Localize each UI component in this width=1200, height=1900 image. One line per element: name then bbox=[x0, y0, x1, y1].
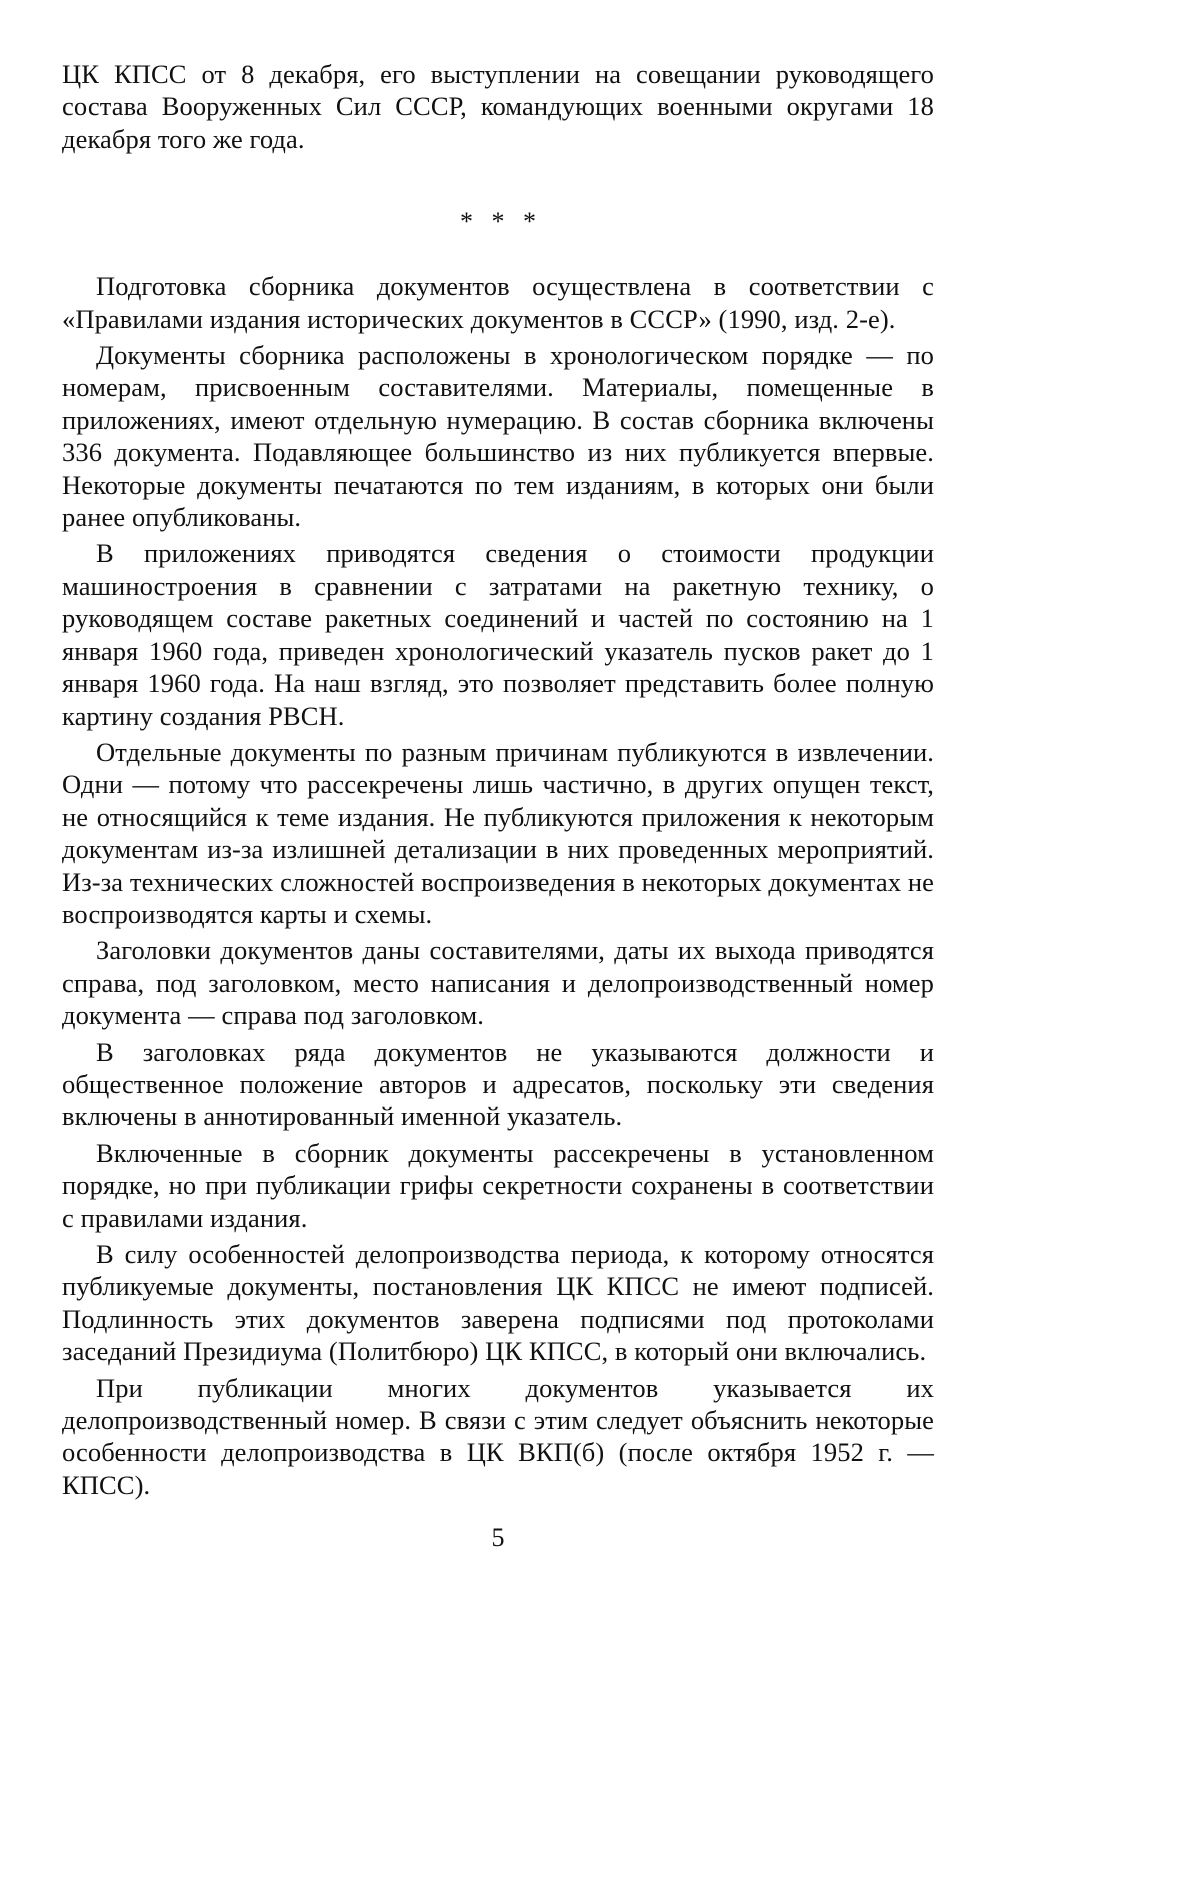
paragraph-excerpts: Отдельные документы по разным причинам публикуются в извлечении. Одни — потому что рассекречены лишь частично, в других опущен текст, не относящийся к теме издания. Не публикуются приложения к некоторым документам из-за излишней детализации в них проведенных мероприятий. Из-за технических сложностей воспроизведения в некоторых документах не воспроизводятся карты и схемы. bbox=[62, 736, 935, 929]
paragraph-signatures: В силу особенностей делопроизводства периода, к которому относятся публикуемые документы, постановления ЦК КПСС не имеют подписей. Подлинность этих документов заверена подписями под протоколами заседаний Президиума (Политбюро) ЦК КПСС, в который они включались. bbox=[62, 1239, 934, 1367]
paragraph-positions: В заголовках ряда документов не указываются должности и общественное положение авторов и адресатов, поскольку эти сведения включены в аннотированный именной указатель. bbox=[62, 1036, 934, 1132]
paragraph-record-numbers: При публикации многих документов указывается их делопроизводственный номер. В связи с этим следует объяснить некоторые особенности делопроизводства в ЦК ВКП(б) (после октября 1952 г. — КПСС). bbox=[62, 1372, 934, 1500]
intro-paragraph: ЦК КПСС от 8 декабря, его выступлении на совещании руководящего состава Вооруженных Сил СССР, командующих военными округами 18 декабря того же года. bbox=[62, 59, 934, 154]
page-number: 5 bbox=[491, 1523, 505, 1552]
paragraph-appendices: В приложениях приводятся сведения о стоимости продукции машиностроения в сравнении с затратами на ракетную технику, о руководящем составе ракетных соединений и частей по состоянию на 1 января 1960 года, приведен хронологический указатель пусков ракет до 1 января 1960 года. На наш взгляд, это позволяет представить более полную картину создания РВСН. bbox=[62, 538, 934, 731]
document-page bbox=[62, 58, 935, 1552]
paragraph-preparation: Подготовка сборника документов осуществлена в соответствии с «Правилами издания исторических документов в СССР» (1990, изд. 2-е). bbox=[62, 271, 934, 334]
paragraph-headings: Заголовки документов даны составителями, даты их выхода приводятся справа, под заголовком, место написания и делопроизводственный номер документа — справа под заголовком. bbox=[62, 935, 934, 1031]
paragraph-declassified: Включенные в сборник документы рассекречены в установленном порядке, но при публикации грифы секретности сохранены в соответствии с правилами издания. bbox=[62, 1137, 934, 1233]
section-separator: * * * bbox=[460, 207, 542, 237]
paragraph-order: Документы сборника расположены в хронологическом порядке — по номерам, присвоенным составителями. Материалы, помещенные в приложениях, имеют отдельную нумерацию. В состав сборника включены 336 документа. Подавляющее большинство из них публикуется впервые. Некоторые документы печатаются по тем изданиям, в которых они были ранее опубликованы. bbox=[62, 340, 934, 533]
